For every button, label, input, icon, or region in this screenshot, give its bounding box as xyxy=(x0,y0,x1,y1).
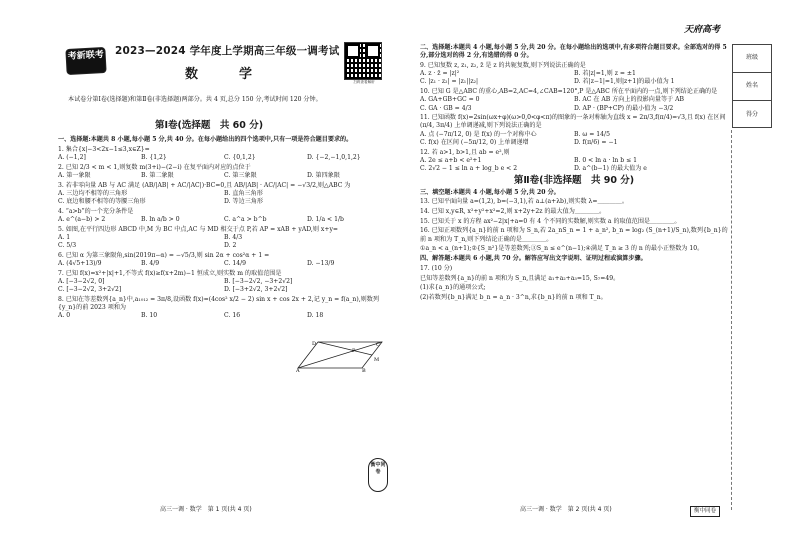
question-stem: 4. “a>b”的一个充分条件是 xyxy=(58,207,134,215)
footer-left: 高三一调 · 数学 第 1 页(共 4 页) xyxy=(160,506,252,513)
answer-option: C. GA · GB = 4/3 xyxy=(420,104,472,112)
question-stem: 11. 已知函数 f(x)=2sin(ωx+φ)(ω>0,0<φ<π)的图象的一条对称轴为直线 x = 2π/3,f(π/4)=√3,且 f(x) 在区间 (π/4, 3π/4) 上单调递减,则下列说法正确的是 xyxy=(420,114,726,130)
question-stem: 8. 已知在等差数列{a_n}中,a₁₀₁₂ = 3π/8,设函数 f(x)=(4cos² x/2 − 2) sin x + cos 2x + 2,记 y_n = f(a_n),则数列{y_n}的前 2023 项和为 xyxy=(58,295,379,312)
subject-title: 数 学 xyxy=(185,67,267,82)
question-list xyxy=(58,146,390,321)
multi-choice-list xyxy=(420,62,728,173)
answer-option: D. 2 xyxy=(224,242,237,250)
answer-option: B. [−3−2√2, −3+2√2] xyxy=(224,278,293,285)
question-item xyxy=(58,164,390,180)
left-column xyxy=(58,136,390,322)
answer-option: D. 若|z−1|=1,则|z+1|的最小值为 1 xyxy=(574,78,675,86)
answer-option: A. [−3−2√2, 0] xyxy=(58,278,105,285)
qr-code-icon[interactable] xyxy=(344,42,382,80)
answer-option: A. 2e ≤ a+b < e²+1 xyxy=(420,156,482,164)
right-column xyxy=(420,44,728,304)
answer-option: A. z · z̄ = |z|² xyxy=(420,70,460,78)
answer-option: A. 0 xyxy=(58,312,71,320)
figure-label-d: D xyxy=(312,341,317,347)
score-field[interactable]: 得分 xyxy=(745,110,758,118)
answer-option: D. 第四象限 xyxy=(307,171,340,179)
question-item xyxy=(58,296,390,321)
answer-option: D. {−2,−1,0,1,2} xyxy=(307,153,361,161)
question-stem: 12. 若 a>1, b>1,且 ab = e²,则 xyxy=(420,148,510,156)
question-item xyxy=(58,146,390,162)
answer-option: C. f(x) 在区间 (−5π/12, 0) 上单调递增 xyxy=(420,138,529,146)
answer-option: C. 16 xyxy=(224,312,241,320)
answer-option: C. 第三象限 xyxy=(224,171,257,179)
question-stem: 10. 已知 G 是△ABC 的重心,AB=2,AC=4,∠CAB=120°,P 是△ABC 所在平面内的一点,则下列结论正确的是 xyxy=(420,88,718,96)
question-stem: 2. 已知 2/3 < m < 1,则复数 m(3+i)−(2−i) 在复平面内对应的点位于 xyxy=(58,163,251,171)
question-stem: 1. 集合{x|−3<2x−1≤3,x∈Z}= xyxy=(58,145,150,153)
fill-blank-question: 14. 已知 x,y∈R, x²+y²+x²=2,则 x+2y+2z 的最大值为＿＿＿＿。 xyxy=(420,208,606,216)
answer-option: B. ln a/b > 0 xyxy=(141,215,180,223)
answer-option: C. 底边和腰不相等的等腰三角形 xyxy=(58,198,146,206)
answer-option: A. 1 xyxy=(58,233,71,241)
figure-label-b: B xyxy=(362,368,366,372)
answer-option: A. 点 (−7π/12, 0) 是 f(x) 的一个对称中心 xyxy=(420,130,537,138)
section2-instructions: 二、选择题:本题共 4 小题,每小题 5 分,共 20 分。在每小题给出的选项中,有多项符合题目要求。全部选对的得 5 分,部分选对的得 2 分,有选错的得 0 分。 xyxy=(420,44,727,60)
footer-tag: 衡中同卷 xyxy=(690,506,720,517)
q17-body xyxy=(420,275,728,303)
question-stem: 3. 若非零向量 AB 与 AC 满足 (AB/|AB| + AC/|AC|)·BC=0,且 AB/|AB| · AC/|AC| = −√3/2,则△ABC 为 xyxy=(58,181,351,189)
answer-option: B. ω = 14/5 xyxy=(574,130,610,138)
student-info-box xyxy=(732,44,772,128)
question-stem: 7. 已知 f(x)=x²+|x|+1,不等式 f(x)≥f(x+2m)−1 恒成立,则实数 m 的取值范围是 xyxy=(58,269,282,277)
answer-option: C. 2√2 − 1 ≤ ln a + log_b e < 2 xyxy=(420,165,518,173)
answer-option: D. 1/a < 1/b xyxy=(307,215,344,223)
answer-option: D. 等边三角形 xyxy=(224,198,264,206)
answer-option: A. GA+GB+GC = 0 xyxy=(420,96,480,104)
brand-logo: 考新联考 xyxy=(65,47,106,75)
question-stem: 9. 已知复数 z, z₁, z₂, z̄ 是 z 的共轭复数,则下列说法正确的是 xyxy=(420,61,586,69)
question-item xyxy=(58,208,390,224)
binding-line xyxy=(731,130,732,510)
fill-blank-question: ①a_n < a_(n+1);②{S_n²}是等差数列;③S_n ≤ e^(n−1);④满足 T_n ≥ 3 的 n 的最小正整数为 10。 xyxy=(420,245,704,253)
exam-intro: 本试卷分第Ⅰ卷(选择题)和第Ⅱ卷(非选择题)两部分。共 4 页,总分 150 分,考试时间 120 分钟。 xyxy=(68,96,322,103)
answer-option: C. {0,1,2} xyxy=(224,153,256,161)
answer-option: B. 4/9 xyxy=(141,260,160,268)
footer-right: 高三一调 · 数学 第 2 页(共 4 页) xyxy=(520,506,612,513)
stamp-seal: 衡中同卷 xyxy=(368,458,388,492)
answer-option: C. 14/9 xyxy=(224,260,247,268)
figure-label-m: M xyxy=(374,357,380,363)
figure-label-p: P xyxy=(352,348,356,354)
answer-option: D. AP · (BP+CP) 的最小值为 −3/2 xyxy=(574,104,674,112)
answer-option: D. a^(b−1) 的最大值为 e xyxy=(574,165,647,173)
class-field[interactable]: 班级 xyxy=(733,45,771,73)
answer-option: D. f(π/6) = −1 xyxy=(574,138,618,146)
answer-option: D. [−3+2√2, 3+2√2] xyxy=(224,286,288,294)
answer-option: B. 10 xyxy=(141,312,158,320)
q17-line: (1)求{a_n}的通项公式; xyxy=(420,284,486,292)
answer-option: B. {1,2} xyxy=(141,153,167,161)
figure-label-a: A xyxy=(296,368,300,372)
question-item xyxy=(420,88,728,113)
question-stem: 6. 已知 α 为第三象限角,sin(2019π−α) = −√5/3,则 sin 2α + cos²α + 1 = xyxy=(58,251,270,259)
answer-option: B. 直角三角形 xyxy=(224,189,263,197)
answer-option: A. (4√5+13)/9 xyxy=(58,260,102,268)
answer-option: C. [−3−2√2, 3+2√2] xyxy=(58,286,122,294)
name-field[interactable]: 姓名 xyxy=(733,73,771,101)
question-item xyxy=(58,182,390,207)
answer-option: B. 若|z|=1,则 z = ±1 xyxy=(574,70,636,78)
answer-option: B. 0 < ln a · ln b ≤ 1 xyxy=(574,156,638,164)
answer-option: C. a^a > b^b xyxy=(224,215,267,223)
fill-blank-list xyxy=(420,198,728,253)
question-item xyxy=(58,226,390,251)
answer-option: B. 第二象限 xyxy=(141,171,174,179)
answer-option: A. e^(a−b) > 2 xyxy=(58,215,106,223)
question-item xyxy=(420,114,728,147)
fill-blank-question: 15. 已知关于 x 的方程 ax²−2|x|+a=0 有 4 个不同的实数解,则实数 a 的取值范围是＿＿＿＿。 xyxy=(420,217,681,225)
answer-option: C. |z₁ · z₂| = |z₁||z₂| xyxy=(420,78,479,86)
q17-title: 17. (10 分) xyxy=(420,264,453,272)
answer-option: A. 第一象限 xyxy=(58,171,91,179)
q17-line: 已知等差数列{a_n}的前 n 项和为 S_n,且满足 a₁+a₂+a₃=15, S₇=49。 xyxy=(420,274,620,282)
answer-option: B. 4/3 xyxy=(224,233,243,241)
q17-line: (2)若数列{b_n}满足 b_n = a_n · 3^n,求{b_n}的前 n 项和 T_n。 xyxy=(420,294,607,301)
answer-option: C. 5/3 xyxy=(58,242,77,250)
answer-option: A. (−1,2] xyxy=(58,153,86,161)
question-stem: 5. 如图,在平行四边形 ABCD 中,M 为 BC 中点,AC 与 MD 相交于点 P,若 AP = xAB + yAD,则 x+y= xyxy=(58,225,338,233)
part1-title: 第Ⅰ卷(选择题 共 60 分) xyxy=(155,120,264,131)
section3-instructions: 三、填空题:本题共 4 小题,每小题 5 分,共 20 分。 xyxy=(420,188,560,196)
question-item xyxy=(420,149,728,174)
figure-label-c: C xyxy=(376,342,380,348)
qr-caption: 扫码查看解析 xyxy=(353,80,375,84)
question-item xyxy=(420,62,728,87)
answer-option: D. −13/9 xyxy=(307,260,335,268)
section1-instructions: 一、选择题:本题共 8 小题,每小题 5 分,共 40 分。在每小题给出的四个选项中,只有一项是符合题目要求的。 xyxy=(58,136,353,143)
question-item xyxy=(58,270,390,295)
answer-option: A. 三边均不相等的三角形 xyxy=(58,189,128,197)
fill-blank-question: 13. 已知平面向量 a=(1,2), b=(−3,1),若 a⊥(a+λb),则实数 λ=＿＿＿＿。 xyxy=(420,198,628,206)
fill-blank-question: 16. 已知正项数列{a_n}的前 n 项和为 S_n,若 2a_nS_n = 1 + a_n², b_n = log₂ (S_(n+1)/S_n),数列{b_n}的前 n 项和为 T_n,则下列结论正确的是＿＿＿＿。 xyxy=(420,227,728,243)
question-item xyxy=(58,252,390,268)
parallelogram-figure xyxy=(296,340,384,372)
answer-option: B. AC 在 AB 方向上的投影向量等于 AB xyxy=(574,96,684,104)
section4-instructions: 四、解答题:本题共 6 小题,共 70 分。解答应写出文字说明、证明过程或演算步骤。 xyxy=(420,255,647,263)
part2-title: 第Ⅱ卷(非选择题 共 90 分) xyxy=(513,174,635,186)
brand-mark: 天府高考 xyxy=(684,25,721,35)
answer-option: D. 18 xyxy=(307,312,324,320)
exam-title: 2023—2024 学年度上学期高三年级一调考试 xyxy=(115,45,340,57)
